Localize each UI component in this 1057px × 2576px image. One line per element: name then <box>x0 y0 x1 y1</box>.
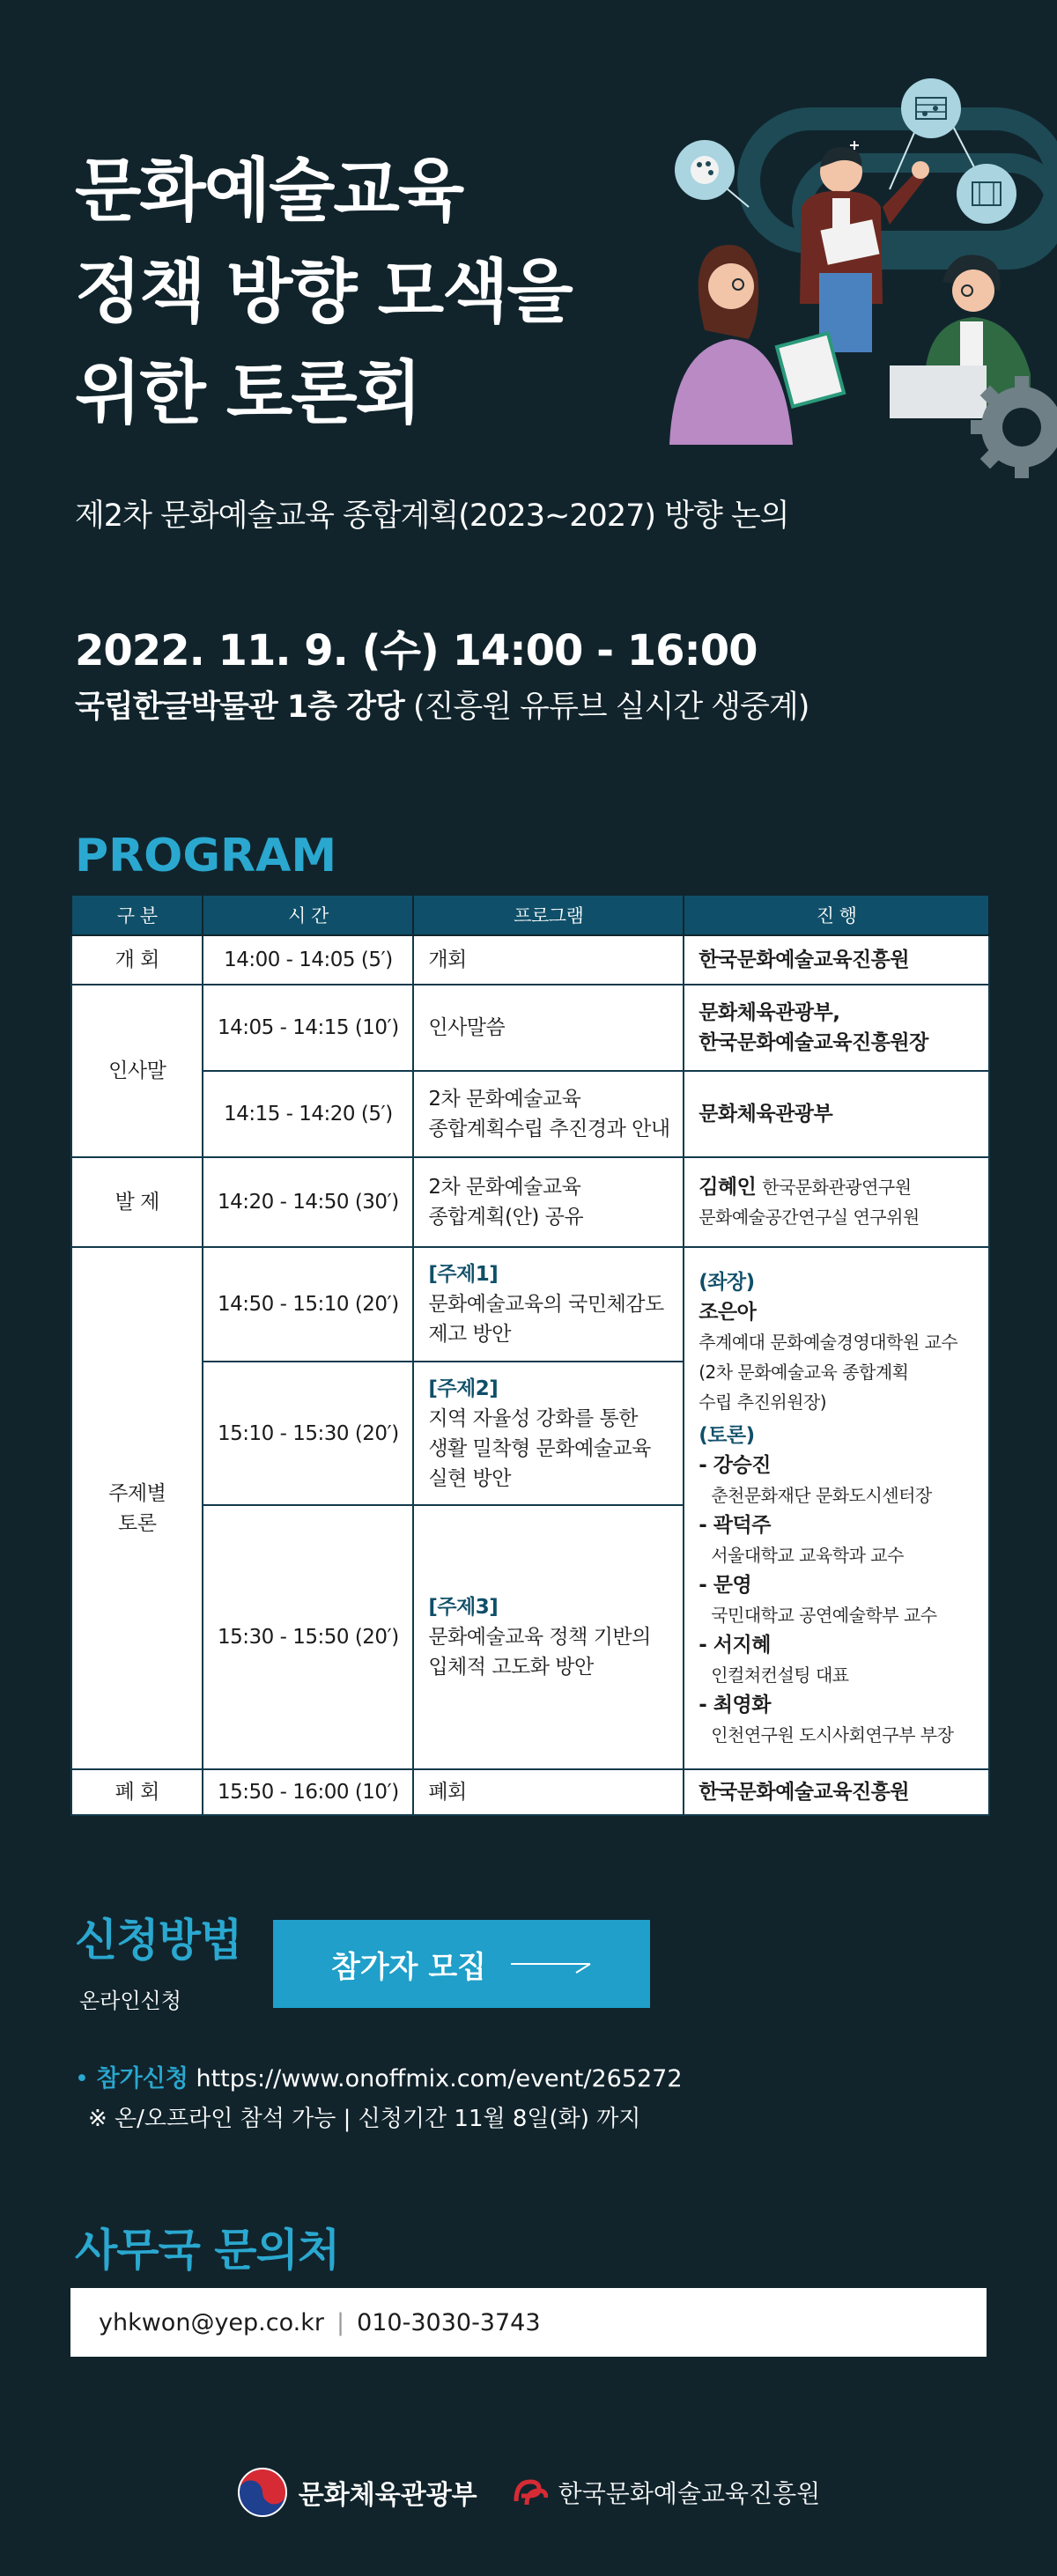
program-cell <box>413 1505 684 1769</box>
time-cell: 14:50 - 15:10 (20′) <box>203 1247 413 1362</box>
recruit-button-label: 참가자 모집 <box>330 1949 487 1985</box>
event-date: 2022. 11. 9. (수) 14:00 - 16:00 <box>75 626 758 675</box>
subtitle: 제2차 문화예술교육 종합계획(2023~2027) 방향 논의 <box>75 498 789 534</box>
ministry-name: 문화체육관광부 <box>298 2480 477 2511</box>
taegeuk-icon <box>237 2467 288 2518</box>
host-org: 한국문화관광연구원 <box>762 1177 912 1198</box>
host-line: 한국문화예술교육진흥원장 <box>699 1031 928 1054</box>
host-cell: 문화체육관광부 <box>684 1071 989 1157</box>
contact-separator: | <box>336 2308 345 2336</box>
category-line: 토론 <box>118 1511 157 1535</box>
table-row <box>71 1071 989 1157</box>
time-cell: 14:20 - 14:50 (30′) <box>203 1157 413 1247</box>
topic-tag: [주제1] <box>428 1263 499 1286</box>
chair-org: 추계예대 문화예술경영대학원 교수 <box>699 1331 958 1353</box>
footer-logos <box>0 2466 1057 2519</box>
program-line: 실현 방안 <box>428 1466 511 1490</box>
host-cell <box>684 985 989 1071</box>
column-header-host: 진 행 <box>684 895 989 935</box>
program-line: 제고 방안 <box>428 1323 511 1346</box>
registration-note: ※ 온/오프라인 참석 가능 | 신청기간 11월 8일(화) 까지 <box>88 2106 641 2132</box>
host-line: 문화체육관광부, <box>699 1001 840 1024</box>
title-line-2: 정책 방향 모색을 <box>75 253 572 332</box>
panelist-org: 인천연구원 도시사회연구부 부장 <box>711 1723 954 1746</box>
topic-tag: [주제3] <box>428 1596 499 1619</box>
apply-line <box>75 2059 683 2093</box>
program-cell <box>413 1071 684 1157</box>
contact-box <box>70 2288 987 2357</box>
program-line: 지역 자율성 강화를 통한 <box>428 1406 638 1430</box>
program-cell: 폐회 <box>413 1769 684 1815</box>
host-cell: 한국문화예술교육진흥원 <box>684 1769 989 1815</box>
program-cell <box>413 1157 684 1247</box>
discussion-cell <box>684 1247 989 1769</box>
palette-icon <box>675 140 735 200</box>
event-venue <box>75 683 809 727</box>
column-header-time: 시 간 <box>203 895 413 935</box>
registration-method: 온라인신청 <box>79 1989 181 2013</box>
program-line: 2차 문화예술교육 <box>428 1088 581 1111</box>
contact-heading: 사무국 문의처 <box>75 2225 340 2276</box>
arrow-right-icon <box>511 1953 592 1974</box>
time-cell: 14:15 - 14:20 (5′) <box>203 1071 413 1157</box>
program-cell <box>413 1247 684 1362</box>
panelist-name: - 최영화 <box>699 1693 771 1716</box>
panelist-org: 인컬쳐컨설팅 대표 <box>711 1664 849 1686</box>
title-line-1: 문화예술교육 <box>75 151 463 231</box>
panelist-org: 서울대학교 교육학과 교수 <box>711 1544 904 1566</box>
program-line: 2차 문화예술교육 <box>428 1176 581 1199</box>
contact-email[interactable]: yhkwon@yep.co.kr <box>99 2308 324 2336</box>
program-line: 종합계획(안) 공유 <box>428 1206 584 1229</box>
table-header-row <box>71 895 989 935</box>
contact-phone[interactable]: 010-3030-3743 <box>357 2308 541 2336</box>
ministry-logo <box>237 2467 477 2518</box>
music-sheet-icon <box>901 78 961 138</box>
page-title <box>75 141 691 445</box>
recruit-participants-button[interactable] <box>273 1920 650 2008</box>
program-line: 생활 밀착형 문화예술교육 <box>428 1436 651 1460</box>
program-heading: PROGRAM <box>75 830 337 882</box>
host-org: 문화예술공간연구실 연구위원 <box>699 1207 920 1228</box>
panelist-org: 춘천문화재단 문화도시센터장 <box>711 1484 932 1506</box>
panelist-name: - 강승진 <box>699 1453 771 1477</box>
column-header-category: 구 분 <box>71 895 203 935</box>
panelist-org: 국민대학교 공연예술학부 교수 <box>711 1604 937 1626</box>
chair-label: (좌장) <box>699 1270 755 1294</box>
program-line: 종합계획수립 추진경과 안내 <box>428 1118 670 1140</box>
apply-label: 참가신청 <box>96 2065 188 2093</box>
venue-note: (진흥원 유튜브 실시간 생중계) <box>412 690 809 725</box>
arte-icon <box>513 2475 548 2510</box>
program-cell <box>413 1362 684 1505</box>
panelist-name: - 서지혜 <box>699 1633 771 1657</box>
time-cell: 15:30 - 15:50 (20′) <box>203 1505 413 1769</box>
host-cell: 한국문화예술교육진흥원 <box>684 935 989 985</box>
panel-label: (토론) <box>699 1423 755 1447</box>
topic-tag: [주제2] <box>428 1377 499 1400</box>
arte-name: 한국문화예술교육진흥원 <box>558 2479 821 2508</box>
chair-name: 조은아 <box>699 1300 757 1324</box>
category-cell: 발 제 <box>71 1157 203 1247</box>
meeting-illustration <box>652 75 1057 498</box>
time-cell: 15:50 - 16:00 (10′) <box>203 1769 413 1815</box>
program-cell: 개회 <box>413 935 684 985</box>
time-cell: 14:00 - 14:05 (5′) <box>203 935 413 985</box>
program-line: 입체적 고도화 방안 <box>428 1656 594 1679</box>
host-cell <box>684 1157 989 1247</box>
chair-org: 수립 추진위원장) <box>699 1391 827 1413</box>
venue-name: 국립한글박물관 1층 강당 <box>75 690 404 725</box>
apply-url-link[interactable]: https://www.onoffmix.com/event/265272 <box>196 2065 683 2093</box>
table-row <box>71 1247 989 1362</box>
arte-logo <box>513 2475 821 2510</box>
chair-org: (2차 문화예술교육 종합계획 <box>699 1361 909 1383</box>
time-cell: 14:05 - 14:15 (10′) <box>203 985 413 1071</box>
table-row <box>71 1769 989 1815</box>
category-cell: 개 회 <box>71 935 203 985</box>
panelist-name: - 문영 <box>699 1573 752 1597</box>
title-line-3: 위한 토론회 <box>75 354 420 433</box>
registration-heading: 신청방법 <box>75 1915 242 1966</box>
host-name: 김혜인 <box>699 1176 757 1199</box>
category-cell: 폐 회 <box>71 1769 203 1815</box>
category-line: 주제별 <box>108 1481 166 1505</box>
program-line: 문화예술교육 정책 기반의 <box>428 1626 651 1649</box>
time-cell: 15:10 - 15:30 (20′) <box>203 1362 413 1505</box>
table-row <box>71 985 989 1071</box>
panelist-name: - 곽덕주 <box>699 1513 771 1537</box>
bullet-icon: • <box>75 2065 89 2093</box>
table-row <box>71 935 989 985</box>
film-icon <box>957 164 1016 224</box>
table-row <box>71 1157 989 1247</box>
program-line: 문화예술교육의 국민체감도 <box>428 1293 664 1316</box>
program-table <box>70 894 990 1816</box>
program-cell: 인사말씀 <box>413 985 684 1071</box>
category-cell: 인사말 <box>71 985 203 1157</box>
category-cell <box>71 1247 203 1769</box>
column-header-program: 프로그램 <box>413 895 684 935</box>
